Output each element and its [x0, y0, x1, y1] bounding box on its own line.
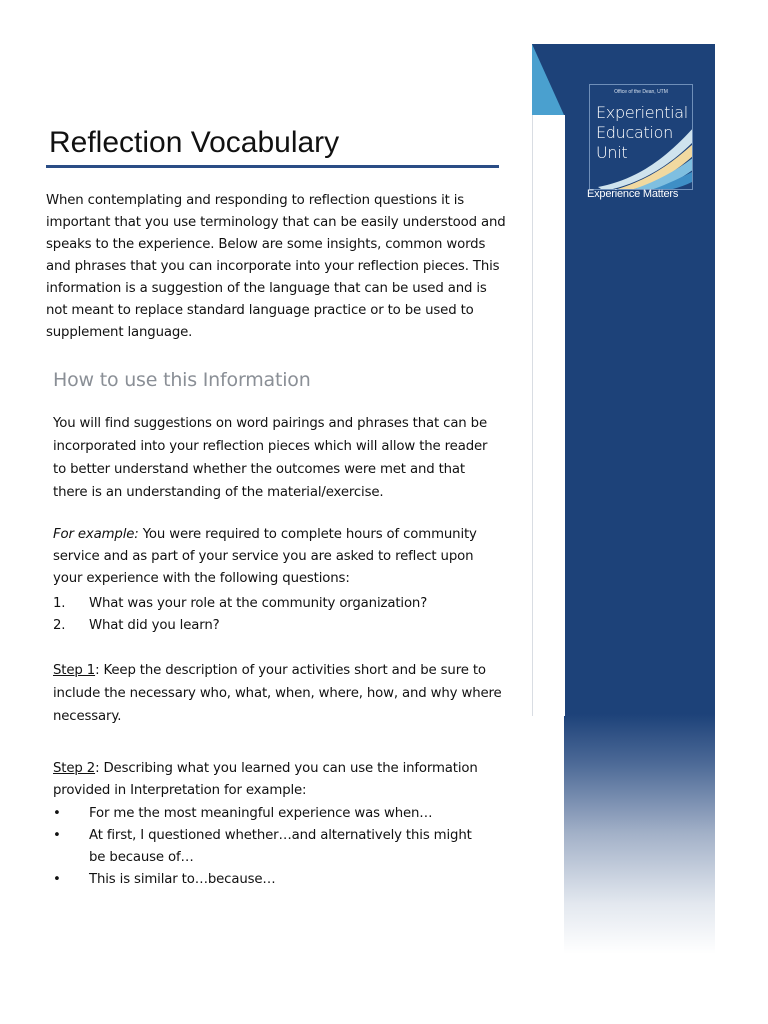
list-number: 2. — [53, 618, 66, 633]
logo-office-text: Office of the Dean, UTM — [614, 89, 668, 95]
list-item — [53, 869, 483, 891]
intro-paragraph: When contemplating and responding to reflection questions it is important that you use terminology that can be easily understood and speaks to the experience. Below are some insights, common words and phrases that you can incorporate into your reflection pieces. This information is a suggestion of the language that can be used and is not meant to replace standard language practice or to be used to supplement language. — [46, 193, 506, 340]
step2-label: Step 2 — [53, 761, 96, 776]
list-number: 1. — [53, 596, 66, 611]
logo-title — [596, 103, 692, 163]
logo-line-1: Experiential — [596, 103, 688, 122]
list-item-text: This is similar to…because… — [89, 872, 276, 887]
list-item — [53, 593, 513, 615]
list-item — [53, 825, 483, 869]
bullet-icon: • — [53, 872, 61, 887]
step2-paragraph — [53, 758, 503, 802]
list-item-text: What was your role at the community organization? — [89, 596, 428, 611]
section-heading: How to use this Information — [53, 369, 311, 391]
step1-paragraph — [53, 659, 503, 728]
sidebar-divider — [532, 115, 565, 716]
example-phrase-list — [53, 803, 483, 891]
list-item — [53, 803, 483, 825]
logo-tagline: Experience Matters — [587, 188, 679, 200]
step1-text: : Keep the description of your activities short and be sure to include the necessary who, what, when, where, how, and why where necessary. — [53, 663, 502, 724]
step1-label: Step 1 — [53, 663, 96, 678]
howto-paragraph: You will find suggestions on word pairings and phrases that can be incorporated into your reflection pieces which will allow the reader to better understand whether the outcomes were met and that there is an understanding of the material/exercise. — [53, 416, 488, 500]
logo-line-3: Unit — [596, 143, 628, 162]
unit-logo — [589, 84, 693, 190]
list-item-text: At first, I questioned whether…and alternatively this might be because of… — [89, 828, 472, 865]
page-title: Reflection Vocabulary — [49, 126, 340, 159]
bullet-icon: • — [53, 828, 61, 843]
list-item-text: What did you learn? — [89, 618, 220, 633]
question-list — [53, 593, 513, 637]
logo-line-2: Education — [596, 123, 673, 142]
list-item-text: For me the most meaningful experience was when… — [89, 806, 433, 821]
bullet-icon: • — [53, 806, 61, 821]
example-text: You were required to complete hours of community service and as part of your service you are asked to reflect upon your experience with the following questions: — [53, 527, 477, 586]
title-underline — [46, 165, 499, 168]
example-label: For example: — [53, 527, 139, 542]
example-paragraph — [53, 524, 503, 590]
step2-text: : Describing what you learned you can use the information provided in Interpretation for example: — [53, 761, 478, 798]
list-item — [53, 615, 513, 637]
